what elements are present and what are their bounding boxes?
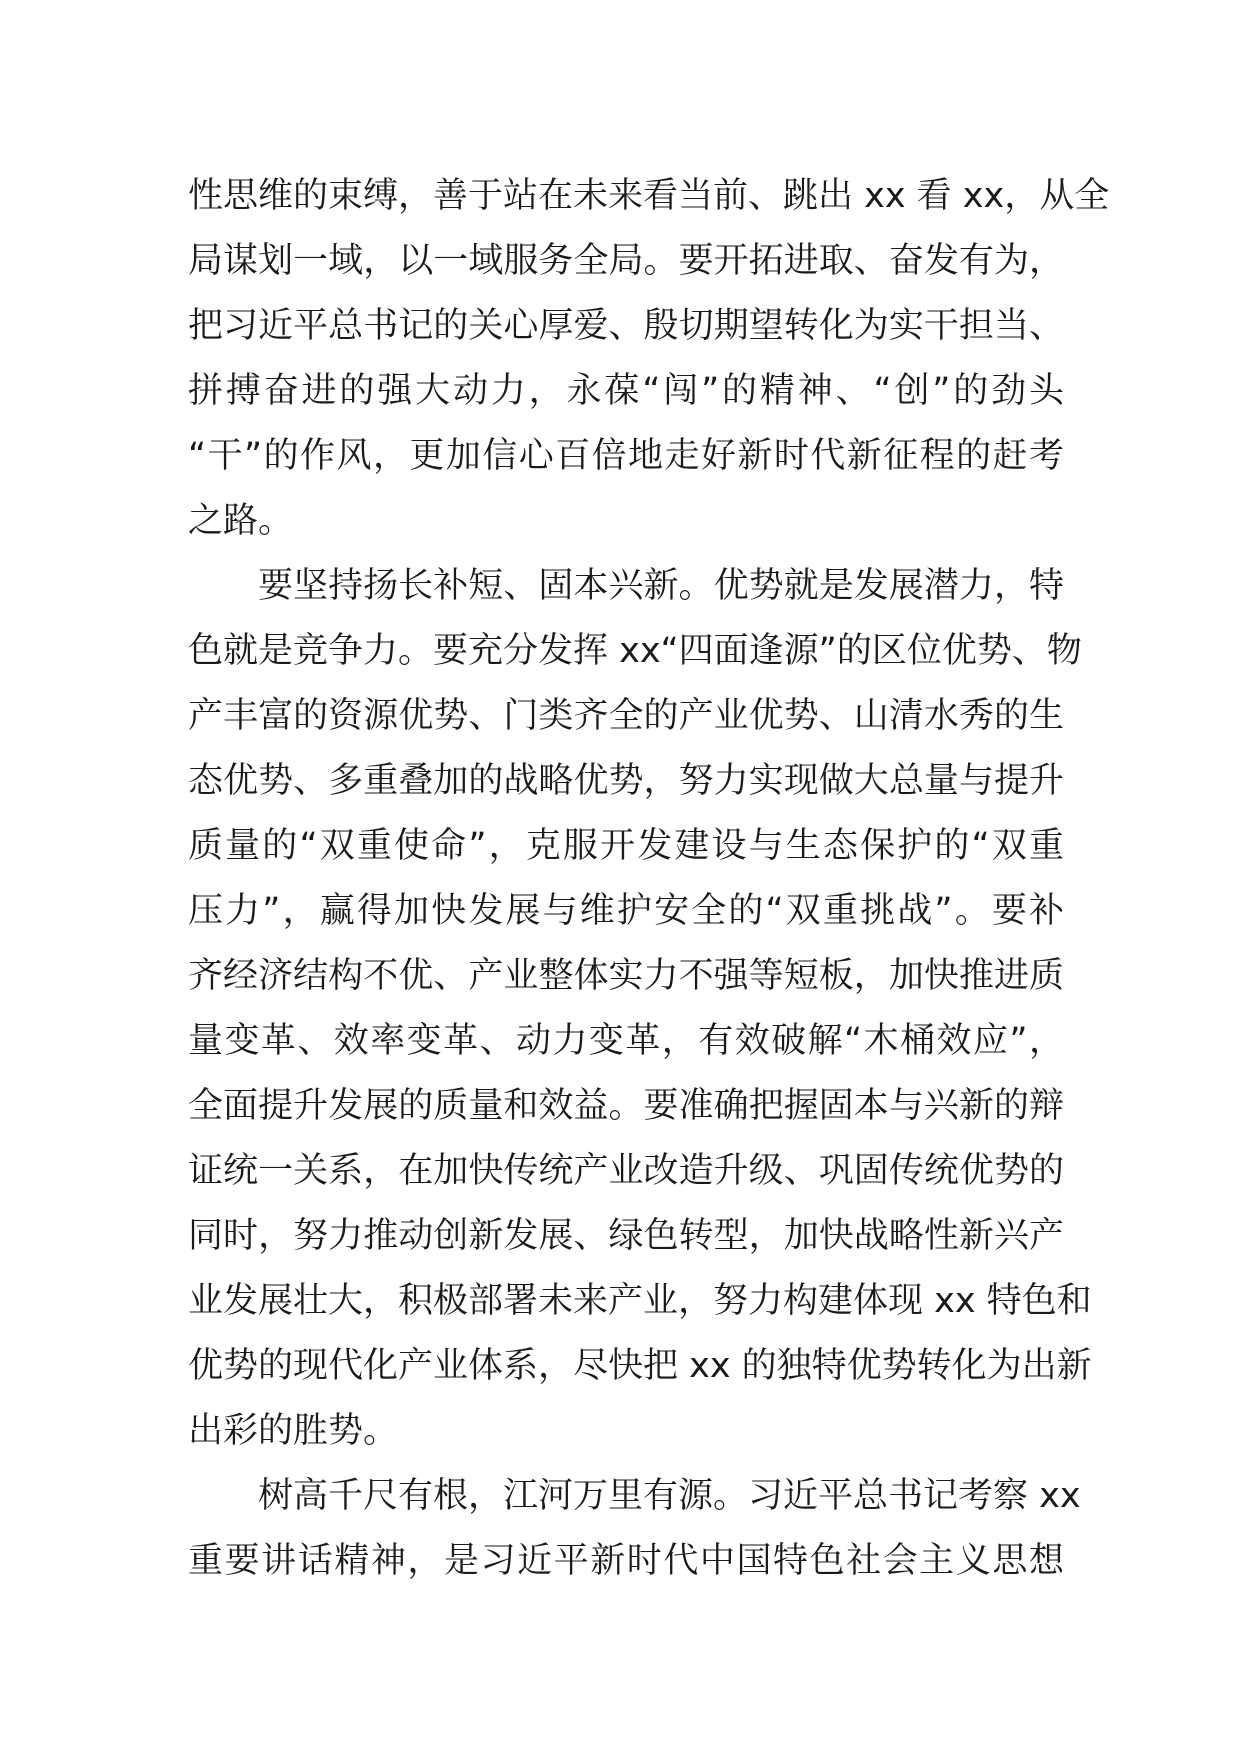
- paragraph-first-line: 树高千尺有根，江河万里有源。习近平总书记考察 xx: [258, 1476, 1081, 1516]
- paragraph-first-line: 要坚持扬长补短、固本兴新。优势就是发展潜力，特: [258, 566, 1064, 606]
- text-line: 重要讲话精神，是习近平新时代中国特色社会主义思想: [188, 1541, 1064, 1581]
- text-line: “干”的作风，更加信心百倍地走好新时代新征程的赶考: [188, 436, 1064, 476]
- text-line: 拼搏奋进的强大动力，永葆“闯”的精神、“创”的劲头: [188, 371, 1064, 411]
- text-line: 压力”，赢得加快发展与维护安全的“双重挑战”。要补: [188, 891, 1064, 931]
- text-line: 质量的“双重使命”，克服开发建设与生态保护的“双重: [188, 826, 1064, 866]
- text-line: 色就是竞争力。要充分发挥 xx“四面逢源”的区位优势、物: [188, 631, 1082, 671]
- text-line: 量变革、效率变革、动力变革，有效破解“木桶效应”，: [188, 1021, 1064, 1061]
- text-line: 优势的现代化产业体系，尽快把 xx 的独特优势转化为出新: [188, 1346, 1092, 1386]
- text-line: 之路。: [188, 501, 294, 541]
- text-line: 产丰富的资源优势、门类齐全的产业优势、山清水秀的生: [188, 696, 1064, 736]
- text-line: 全面提升发展的质量和效益。要准确把握固本与兴新的辩: [188, 1086, 1064, 1126]
- text-line: 局谋划一域，以一域服务全局。要开拓进取、奋发有为，: [188, 241, 1064, 281]
- text-line: 齐经济结构不优、产业整体实力不强等短板，加快推进质: [188, 956, 1064, 996]
- text-line: 把习近平总书记的关心厚爱、殷切期望转化为实干担当、: [188, 306, 1064, 346]
- text-line: 证统一关系，在加快传统产业改造升级、巩固传统优势的: [188, 1151, 1064, 1191]
- body-text: [188, 164, 1110, 1594]
- text-line: 性思维的束缚，善于站在未来看当前、跳出 xx 看 xx，从全: [188, 176, 1110, 216]
- text-line: 态优势、多重叠加的战略优势，努力实现做大总量与提升: [188, 761, 1064, 801]
- text-line: 出彩的胜势。: [188, 1411, 399, 1451]
- text-line: 业发展壮大，积极部署未来产业，努力构建体现 xx 特色和: [188, 1281, 1092, 1321]
- text-line: 同时，努力推动创新发展、绿色转型，加快战略性新兴产: [188, 1216, 1064, 1256]
